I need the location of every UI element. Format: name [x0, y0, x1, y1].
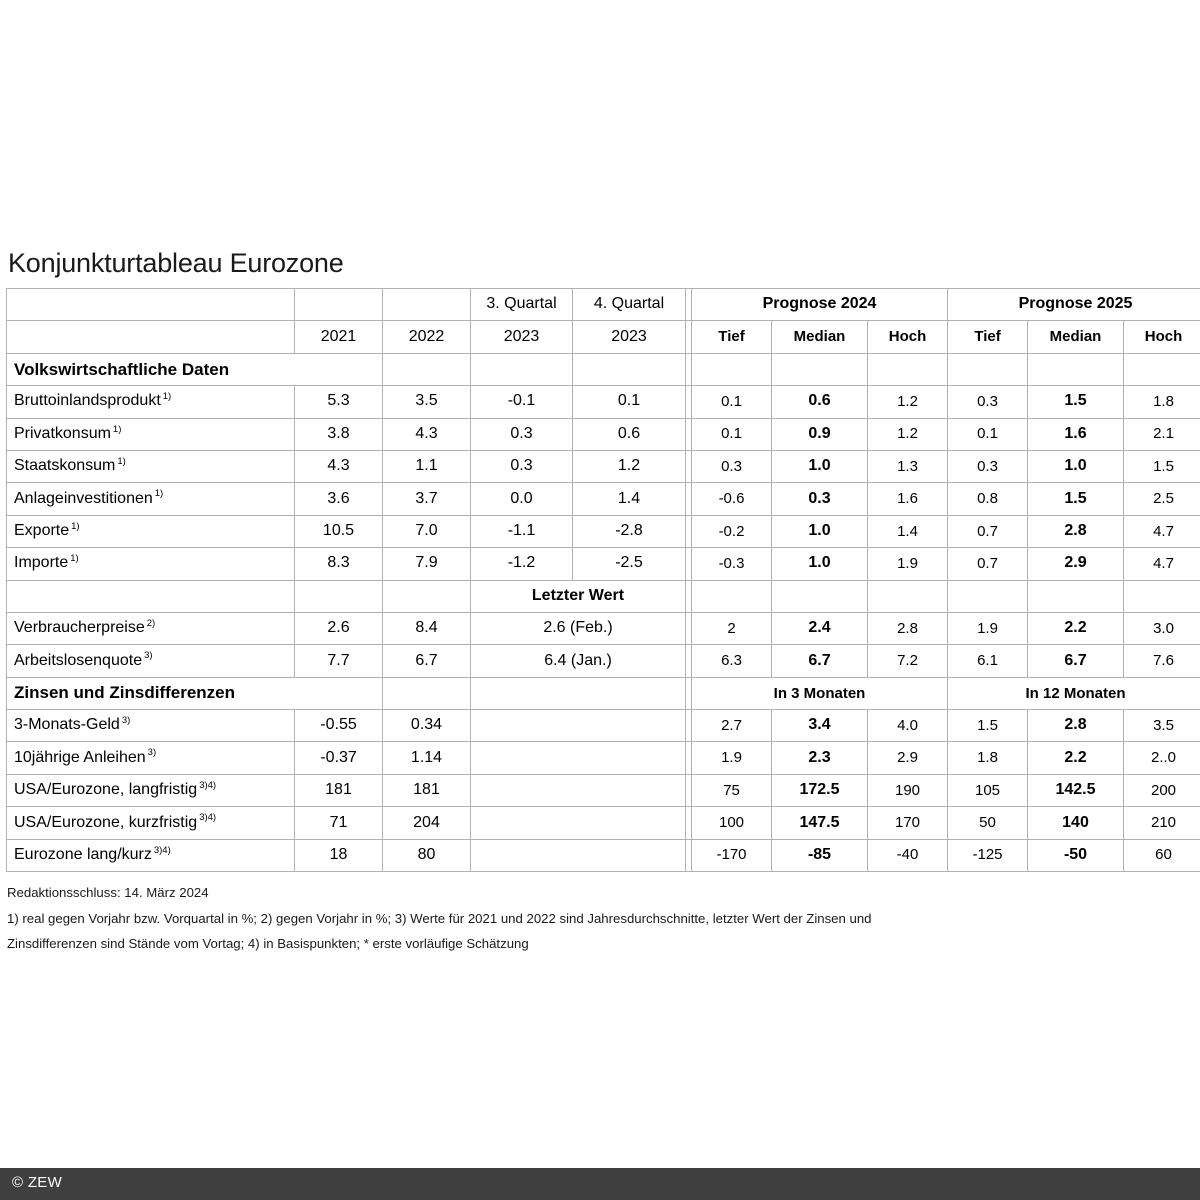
row-label-text: Exporte	[14, 522, 70, 540]
table-row	[7, 774, 1200, 806]
cell-2025-hoch: 7.6	[1124, 645, 1200, 677]
cell-2021: 71	[295, 807, 383, 839]
cell-3m-hoch: 190	[868, 774, 948, 806]
cell-12m-median: 2.8	[1028, 710, 1124, 742]
cell-12m-median: -50	[1028, 839, 1124, 871]
cell-2022: 7.0	[383, 515, 471, 547]
cell-12m-tief: 105	[948, 774, 1028, 806]
cell-2021: -0.55	[295, 710, 383, 742]
cell-12m-hoch: 2..0	[1124, 742, 1200, 774]
cell-2022: 1.1	[383, 450, 471, 482]
cell-12m-median: 142.5	[1028, 774, 1124, 806]
cell-empty-quarters	[471, 710, 686, 742]
cell-q3-2023: -1.1	[471, 515, 573, 547]
header-year-2021: 2021	[295, 321, 383, 353]
cell-2021: 181	[295, 774, 383, 806]
cell-12m-tief: 50	[948, 807, 1028, 839]
letzter-g3	[868, 580, 948, 612]
section-vwd-g3	[868, 353, 948, 385]
letzter-blank-2021	[295, 580, 383, 612]
header-prognose-2025: Prognose 2025	[948, 289, 1200, 321]
header-blank-label-2	[7, 321, 295, 353]
section-vwd-g6	[1124, 353, 1200, 385]
cell-2024-median: 1.0	[772, 450, 868, 482]
row-label-text: Eurozone lang/kurz	[14, 845, 152, 863]
cell-2024-tief: -0.6	[692, 483, 772, 515]
cell-2025-tief: 0.3	[948, 386, 1028, 418]
row-label	[7, 742, 295, 774]
row-label-text: USA/Eurozone, kurzfristig	[14, 813, 198, 831]
cell-2022: 181	[383, 774, 471, 806]
cell-3m-tief: 75	[692, 774, 772, 806]
cell-2025-median: 2.9	[1028, 548, 1124, 580]
cell-3m-median: 2.3	[772, 742, 868, 774]
cell-empty-quarters	[471, 807, 686, 839]
row-label	[7, 774, 295, 806]
section-vwd-g4	[948, 353, 1028, 385]
cell-2025-tief: 0.8	[948, 483, 1028, 515]
cell-2025-median: 1.6	[1028, 418, 1124, 450]
row-footnote-marker: 1)	[112, 423, 122, 435]
cell-q3-2023: 0.0	[471, 483, 573, 515]
cell-2024-tief: -0.2	[692, 515, 772, 547]
row-footnote-marker: 3)4)	[199, 779, 217, 791]
row-footnote-marker: 1)	[162, 391, 172, 403]
cell-12m-tief: -125	[948, 839, 1028, 871]
section-vwd-g1	[692, 353, 772, 385]
row-label-text: Arbeitslosenquote	[14, 651, 143, 669]
row-label-text: Anlageinvestitionen	[14, 489, 153, 507]
table-row	[7, 483, 1200, 515]
cell-q4-2023: -2.5	[573, 548, 686, 580]
table-row	[7, 418, 1200, 450]
header-prognose-2024: Prognose 2024	[692, 289, 948, 321]
cell-2025-median: 6.7	[1028, 645, 1124, 677]
row-label	[7, 612, 295, 644]
section-vwd-g2	[772, 353, 868, 385]
row-label-text: Importe	[14, 554, 69, 572]
header-row-years	[7, 321, 1200, 353]
cell-empty-quarters	[471, 839, 686, 871]
header-row-quarters	[7, 289, 1200, 321]
cell-2025-tief: 0.7	[948, 515, 1028, 547]
header-2025-hoch: Hoch	[1124, 321, 1200, 353]
page-title: Konjunkturtableau Eurozone	[8, 248, 344, 278]
footnote-line-1: 1) real gegen Vorjahr bzw. Vorquartal in %; 2) gegen Vorjahr in %; 3) Werte für 2021 und 2022 sind Jahresdurchschnitte, letzter Wert der Zinsen und	[7, 910, 872, 926]
cell-2022: 3.5	[383, 386, 471, 418]
cell-2025-hoch: 1.5	[1124, 450, 1200, 482]
cell-2024-hoch: 1.6	[868, 483, 948, 515]
cell-2022: 6.7	[383, 645, 471, 677]
row-footnote-marker: 2)	[146, 617, 156, 629]
section-vwd-blank-q4	[573, 353, 686, 385]
header-2024-median: Median	[772, 321, 868, 353]
section-title-zinsen: Zinsen und Zinsdifferenzen	[7, 677, 383, 709]
table-row	[7, 742, 1200, 774]
cell-2024-hoch: 1.2	[868, 418, 948, 450]
row-label	[7, 645, 295, 677]
cell-2024-hoch: 1.9	[868, 548, 948, 580]
row-footnote-marker: 1)	[154, 488, 164, 500]
cell-2021: 2.6	[295, 612, 383, 644]
header-year-q3-2023: 2023	[471, 321, 573, 353]
cell-3m-tief: 1.9	[692, 742, 772, 774]
section-vwd-blank-q3	[471, 353, 573, 385]
row-label-text: Bruttoinlandsprodukt	[14, 392, 161, 410]
header-in-12-monaten: In 12 Monaten	[948, 677, 1200, 709]
cell-q4-2023: 1.4	[573, 483, 686, 515]
section-vwd-g5	[1028, 353, 1124, 385]
row-label	[7, 450, 295, 482]
cell-2025-tief: 0.7	[948, 548, 1028, 580]
cell-3m-tief: 100	[692, 807, 772, 839]
header-quarter-3: 3. Quartal	[471, 289, 573, 321]
cell-2022: 7.9	[383, 548, 471, 580]
letzter-g4	[948, 580, 1028, 612]
cell-3m-median: -85	[772, 839, 868, 871]
header-year-2022: 2022	[383, 321, 471, 353]
header-blank-label	[7, 289, 295, 321]
footnote-line-2: Zinsdifferenzen sind Stände vom Vortag; 4) in Basispunkten; * erste vorläufige Schätzung	[7, 936, 529, 952]
header-2024-tief: Tief	[692, 321, 772, 353]
cell-2024-tief: 6.3	[692, 645, 772, 677]
row-footnote-marker: 1)	[71, 520, 80, 532]
cell-2024-median: 0.6	[772, 386, 868, 418]
row-label	[7, 548, 295, 580]
cell-empty-quarters	[471, 742, 686, 774]
cell-2025-hoch: 4.7	[1124, 548, 1200, 580]
cell-12m-hoch: 210	[1124, 807, 1200, 839]
table-row	[7, 645, 1200, 677]
table-row	[7, 450, 1200, 482]
cell-2024-median: 6.7	[772, 645, 868, 677]
header-2025-tief: Tief	[948, 321, 1028, 353]
header-in-3-monaten: In 3 Monaten	[692, 677, 948, 709]
cell-2024-hoch: 1.4	[868, 515, 948, 547]
table-row	[7, 515, 1200, 547]
cell-2021: -0.37	[295, 742, 383, 774]
cell-2022: 8.4	[383, 612, 471, 644]
table-row	[7, 807, 1200, 839]
cell-2022: 4.3	[383, 418, 471, 450]
konjunkturtableau-table-container	[6, 288, 1194, 872]
konjunkturtableau-table	[6, 288, 1200, 872]
cell-12m-hoch: 60	[1124, 839, 1200, 871]
cell-3m-tief: 2.7	[692, 710, 772, 742]
row-footnote-marker: 3)	[121, 715, 131, 727]
row-footnote-marker: 3)	[147, 747, 157, 759]
table-row	[7, 839, 1200, 871]
cell-2021: 5.3	[295, 386, 383, 418]
cell-2024-median: 0.9	[772, 418, 868, 450]
table-row	[7, 386, 1200, 418]
cell-q4-2023: -2.8	[573, 515, 686, 547]
header-letzter-wert: Letzter Wert	[471, 580, 686, 612]
section-row-zinsen	[7, 677, 1200, 709]
cell-2024-tief: 0.1	[692, 418, 772, 450]
cell-q3-2023: -1.2	[471, 548, 573, 580]
section-row-vwd	[7, 353, 1200, 385]
cell-2022: 80	[383, 839, 471, 871]
cell-letzter-wert: 2.6 (Feb.)	[471, 612, 686, 644]
cell-3m-hoch: -40	[868, 839, 948, 871]
cell-q4-2023: 0.6	[573, 418, 686, 450]
table-row	[7, 548, 1200, 580]
cell-2025-tief: 6.1	[948, 645, 1028, 677]
cell-2022: 1.14	[383, 742, 471, 774]
cell-2021: 8.3	[295, 548, 383, 580]
cell-2024-hoch: 1.2	[868, 386, 948, 418]
letzter-g2	[772, 580, 868, 612]
cell-2024-median: 1.0	[772, 515, 868, 547]
cell-2024-median: 1.0	[772, 548, 868, 580]
cell-12m-tief: 1.5	[948, 710, 1028, 742]
cell-2024-hoch: 7.2	[868, 645, 948, 677]
row-label-text: 10jährige Anleihen	[14, 748, 146, 766]
cell-3m-tief: -170	[692, 839, 772, 871]
cell-q3-2023: 0.3	[471, 418, 573, 450]
row-label	[7, 515, 295, 547]
copyright-label: © ZEW	[12, 1174, 63, 1191]
row-label-text: 3-Monats-Geld	[14, 716, 120, 734]
cell-q3-2023: 0.3	[471, 450, 573, 482]
cell-2025-median: 2.8	[1028, 515, 1124, 547]
row-label	[7, 807, 295, 839]
cell-2024-hoch: 2.8	[868, 612, 948, 644]
cell-2024-tief: -0.3	[692, 548, 772, 580]
header-blank-2021	[295, 289, 383, 321]
cell-2025-tief: 0.1	[948, 418, 1028, 450]
cell-2022: 204	[383, 807, 471, 839]
letzter-g1	[692, 580, 772, 612]
cell-2024-hoch: 1.3	[868, 450, 948, 482]
cell-2024-tief: 2	[692, 612, 772, 644]
footnotes-block	[7, 880, 1187, 957]
row-label	[7, 418, 295, 450]
cell-2025-tief: 1.9	[948, 612, 1028, 644]
section-title-vwd: Volkswirtschaftliche Daten	[7, 353, 383, 385]
cell-2022: 0.34	[383, 710, 471, 742]
table-row	[7, 710, 1200, 742]
section-vwd-blank-2022	[383, 353, 471, 385]
cell-2022: 3.7	[383, 483, 471, 515]
cell-2024-median: 2.4	[772, 612, 868, 644]
row-label-text: Verbraucherpreise	[14, 619, 145, 637]
row-footnote-marker: 1)	[70, 553, 79, 565]
row-footnote-marker: 3)4)	[199, 812, 217, 824]
cell-12m-hoch: 3.5	[1124, 710, 1200, 742]
cell-2025-hoch: 1.8	[1124, 386, 1200, 418]
cell-3m-median: 3.4	[772, 710, 868, 742]
cell-12m-median: 140	[1028, 807, 1124, 839]
letzter-g6	[1124, 580, 1200, 612]
letzter-g5	[1028, 580, 1124, 612]
cell-12m-median: 2.2	[1028, 742, 1124, 774]
letzter-blank-2022	[383, 580, 471, 612]
row-label-text: USA/Eurozone, langfristig	[14, 781, 198, 799]
header-blank-2022	[383, 289, 471, 321]
row-label	[7, 710, 295, 742]
cell-empty-quarters	[471, 774, 686, 806]
section-zinsen-blank-quarters	[471, 677, 686, 709]
cell-2024-tief: 0.1	[692, 386, 772, 418]
cell-2025-tief: 0.3	[948, 450, 1028, 482]
cell-2025-hoch: 3.0	[1124, 612, 1200, 644]
row-label	[7, 386, 295, 418]
cell-12m-hoch: 200	[1124, 774, 1200, 806]
cell-q4-2023: 0.1	[573, 386, 686, 418]
cell-2024-tief: 0.3	[692, 450, 772, 482]
cell-3m-median: 172.5	[772, 774, 868, 806]
cell-q3-2023: -0.1	[471, 386, 573, 418]
cell-2025-median: 1.0	[1028, 450, 1124, 482]
cell-2025-median: 2.2	[1028, 612, 1124, 644]
cell-2025-median: 1.5	[1028, 386, 1124, 418]
row-label-text: Privatkonsum	[14, 424, 111, 442]
cell-2021: 3.8	[295, 418, 383, 450]
row-label-text: Staatskonsum	[14, 457, 116, 475]
cell-2025-median: 1.5	[1028, 483, 1124, 515]
cell-12m-tief: 1.8	[948, 742, 1028, 774]
row-footnote-marker: 3)	[144, 650, 153, 662]
footnote-redaktionsschluss: Redaktionsschluss: 14. März 2024	[7, 885, 209, 900]
cell-q4-2023: 1.2	[573, 450, 686, 482]
cell-2021: 4.3	[295, 450, 383, 482]
cell-3m-median: 147.5	[772, 807, 868, 839]
cell-2025-hoch: 4.7	[1124, 515, 1200, 547]
cell-2025-hoch: 2.5	[1124, 483, 1200, 515]
cell-2024-median: 0.3	[772, 483, 868, 515]
cell-letzter-wert: 6.4 (Jan.)	[471, 645, 686, 677]
header-row-letzter-wert	[7, 580, 1200, 612]
row-label	[7, 483, 295, 515]
cell-3m-hoch: 2.9	[868, 742, 948, 774]
cell-3m-hoch: 170	[868, 807, 948, 839]
table-row	[7, 612, 1200, 644]
cell-2021: 18	[295, 839, 383, 871]
footer-bar	[0, 1168, 1200, 1200]
cell-2021: 7.7	[295, 645, 383, 677]
cell-3m-hoch: 4.0	[868, 710, 948, 742]
row-label	[7, 839, 295, 871]
header-quarter-4: 4. Quartal	[573, 289, 686, 321]
section-zinsen-blank-2022	[383, 677, 471, 709]
cell-2025-hoch: 2.1	[1124, 418, 1200, 450]
letzter-blank-label	[7, 580, 295, 612]
cell-2021: 10.5	[295, 515, 383, 547]
header-2025-median: Median	[1028, 321, 1124, 353]
row-footnote-marker: 1)	[117, 455, 126, 467]
header-year-q4-2023: 2023	[573, 321, 686, 353]
row-footnote-marker: 3)4)	[153, 844, 171, 856]
header-2024-hoch: Hoch	[868, 321, 948, 353]
cell-2021: 3.6	[295, 483, 383, 515]
